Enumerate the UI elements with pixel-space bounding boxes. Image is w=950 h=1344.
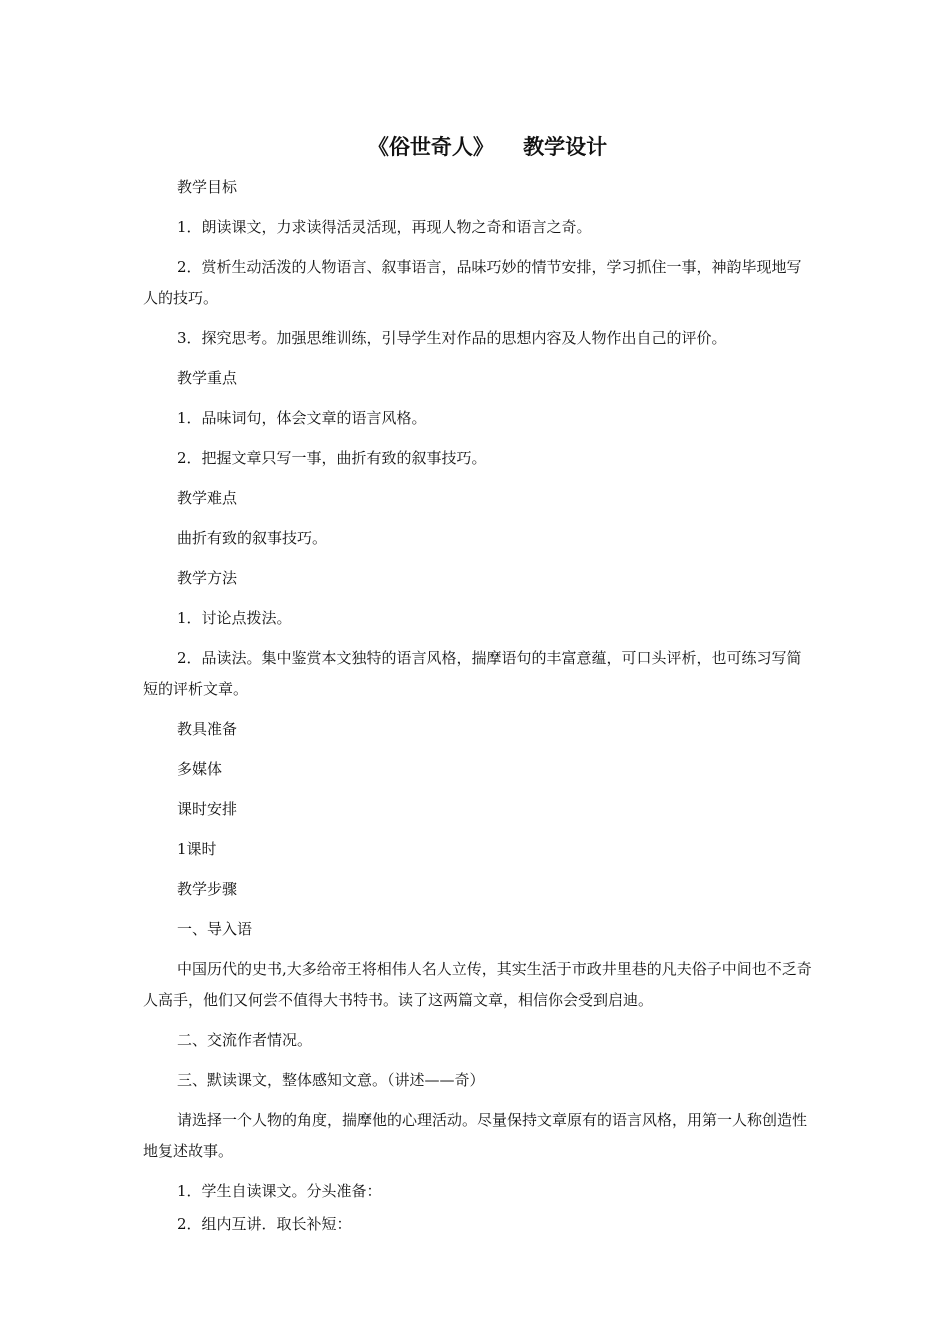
method-item-2: 2．品读法。集中鉴赏本文独特的语言风格，揣摩语句的丰富意蕴，可口头评析，也可练习写简短的评析文章。	[143, 649, 802, 698]
difficulty-text: 曲折有致的叙事技巧。	[177, 529, 328, 547]
step-1-heading: 一、导入语	[177, 920, 253, 938]
goal-item-2: 2．赏析生动活泼的人物语言、叙事语言，品味巧妙的情节安排，学习抓住一事，神韵毕现地写人的技巧。	[143, 258, 802, 307]
step-3-item-2: 2．组内互讲．取长补短：	[177, 1215, 352, 1233]
document-title: 《俗世奇人》 教学设计	[367, 135, 608, 159]
heading-key-points: 教学重点	[177, 369, 238, 387]
goal-item-3: 3．探究思考。加强思维训练，引导学生对作品的思想内容及人物作出自己的评价。	[177, 329, 727, 347]
step-3-heading: 三、默读课文，整体感知文意。（讲述——奇）	[177, 1071, 485, 1089]
step-3-item-1: 1．学生自读课文。分头准备：	[177, 1182, 382, 1200]
heading-teaching-aids: 教具准备	[177, 720, 238, 738]
document-body	[143, 163, 813, 1240]
heading-teaching-goals: 教学目标	[177, 178, 238, 196]
step-1-text: 中国历代的史书,大多给帝王将相伟人名人立传，其实生活于市政井里巷的凡夫俗子中间也不乏奇人高手，他们又何尝不值得大书特书。读了这两篇文章，相信你会受到启迪。	[143, 960, 812, 1009]
key-point-item-1: 1．品味词句，体会文章的语言风格。	[177, 409, 427, 427]
method-item-1: 1．讨论点拨法。	[177, 609, 292, 627]
goal-item-1: 1．朗读课文，力求读得活灵活现，再现人物之奇和语言之奇。	[177, 218, 592, 236]
key-point-item-2: 2．把握文章只写一事，曲折有致的叙事技巧。	[177, 449, 487, 467]
heading-steps: 教学步骤	[177, 880, 238, 898]
teaching-aids-text: 多媒体	[177, 760, 223, 778]
schedule-text: 1课时	[177, 840, 217, 858]
step-3-text: 请选择一个人物的角度，揣摩他的心理活动。尽量保持文章原有的语言风格，用第一人称创造性地复述故事。	[143, 1111, 808, 1160]
heading-methods: 教学方法	[177, 569, 238, 587]
heading-schedule: 课时安排	[177, 800, 238, 818]
heading-difficulties: 教学难点	[177, 489, 238, 507]
step-2-heading: 二、交流作者情况。	[177, 1031, 313, 1049]
